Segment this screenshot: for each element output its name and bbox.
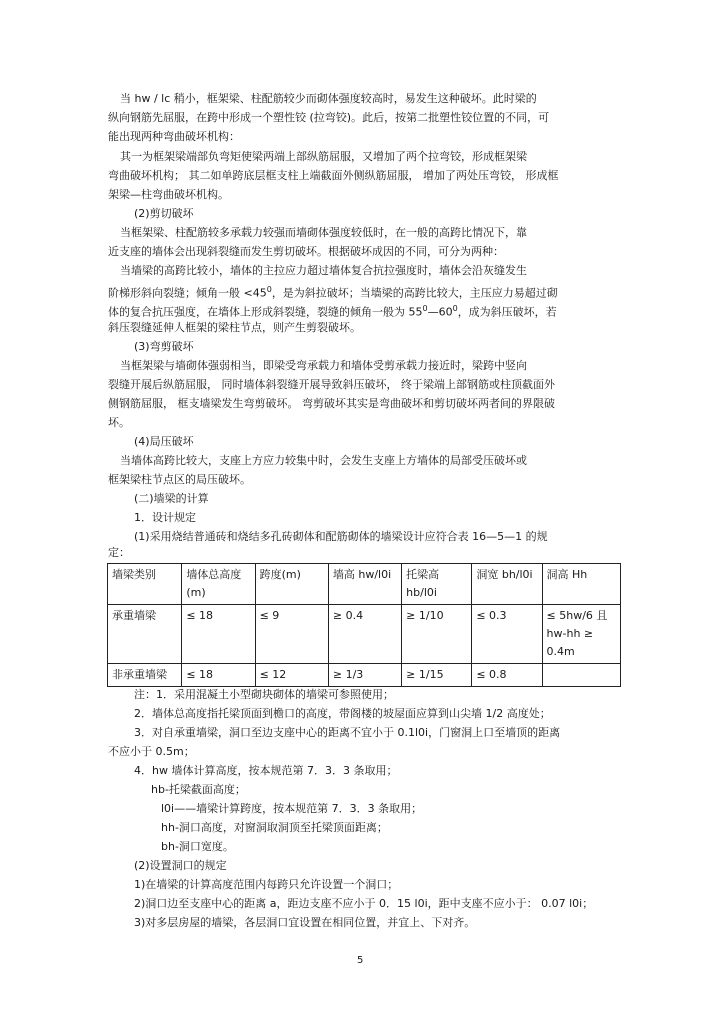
subsection-heading: 1．设计规定 [134, 511, 196, 524]
para-line: 当框架梁与墙砌体强弱相当，即梁受弯承载力和墙体受剪承载力接近时，梁跨中竖向 [120, 359, 527, 372]
para-line: (1)采用烧结普通砖和烧结多孔砖砌体和配筋砌体的墙梁设计应符合表 16—5—1 的规 [134, 530, 548, 543]
para-line: 弯曲破坏机构； 其二如单跨底层框支柱上端截面外侧纵筋屈服， 增加了两处压弯铰， 形成框 [108, 169, 559, 182]
table-row [108, 664, 621, 687]
wall-beam-table [107, 563, 621, 687]
table-cell: ≤ 0.8 [472, 664, 542, 687]
note-line: 不应小于 0.5m； [108, 745, 195, 758]
para-line: 纵向钢筋先屈服，在跨中形成一个塑性铰 (拉弯铰)。此后，按第二批塑性铰位置的不同，可 [108, 111, 550, 124]
table-cell: ≤ 12 [255, 664, 328, 687]
para-line: 当 hw / lc 稍小，框架梁、柱配筋较少而砌体强度较高时，易发生这种破坏。此时梁的 [120, 92, 537, 105]
table-cell [542, 664, 620, 687]
text-run: ，是为斜拉破坏；当墙梁的高跨比较大，主压应力易超过砌 [271, 286, 558, 300]
para-line: 架梁—柱弯曲破坏机构。 [108, 188, 229, 201]
table-header-cell: 洞宽 bh/l0i [472, 564, 542, 605]
table-header-cell: 墙体总高度(m) [182, 564, 255, 605]
table-cell: ≥ 1/10 [402, 605, 472, 664]
table-cell: ≥ 0.4 [328, 605, 401, 664]
para-line: 当墙体高跨比较大，支座上方应力较集中时，会发生支座上方墙体的局部受压破坏或 [120, 454, 527, 467]
degree-superscript: 0 [266, 285, 272, 294]
table-cell: ≤ 18 [182, 664, 255, 687]
table-header-cell: 墙高 hw/l0i [328, 564, 401, 605]
para-line: 其一为框架梁端部负弯矩使梁两端上部纵筋屈服，又增加了两个拉弯铰，形成框架梁 [120, 150, 527, 163]
para-line: 当墙梁的高跨比较小，墙体的主拉应力超过墙体复合抗拉强度时，墙体会沿灰缝发生 [120, 264, 527, 277]
note-line: 注：1．采用混凝土小型砌块砌体的墙梁可参照使用； [134, 688, 394, 701]
para-line [108, 302, 557, 320]
note-line: hb-托梁截面高度； [151, 783, 246, 796]
table-header-cell: 洞高 Hh [542, 564, 620, 605]
degree-superscript: 0 [422, 304, 428, 313]
subsection-heading: (2)设置洞口的规定 [134, 859, 227, 872]
para-line: 坏。 [108, 416, 130, 429]
para-line: 裂缝开展后纵筋屈服， 同时墙体斜裂缝开展导致斜压破坏， 终于梁端上部钢筋或柱顶截面外 [108, 378, 555, 391]
section-heading: (2)剪切破坏 [134, 207, 194, 220]
table-header-row [108, 564, 621, 605]
table-cell: ≤ 18 [182, 605, 255, 664]
table-cell: ≤ 9 [255, 605, 328, 664]
table-cell: 非承重墙梁 [108, 664, 182, 687]
note-line: 3．对自承重墙梁，洞口至边支座中心的距离不宜小于 0.1l0i，门窗洞上口至墙顶的距离 [134, 726, 561, 739]
table-cell: ≤ 0.3 [472, 605, 542, 664]
text-run: ，成为斜压破坏，若 [457, 305, 557, 319]
para-line: 定： [108, 546, 130, 559]
table-cell: 承重墙梁 [108, 605, 182, 664]
section-heading: (4)局压破坏 [134, 435, 194, 448]
table-cell: ≥ 1/15 [402, 664, 472, 687]
table-cell: ≤ 5hw/6 且 hw-hh ≥ 0.4m [542, 605, 620, 664]
note-line: l0i——墙梁计算跨度，按本规范第 7．3．3 条取用； [161, 802, 423, 815]
note-line: hh-洞口高度，对窗洞取洞顶至托梁顶面距离； [161, 821, 388, 834]
section-heading: (二)墙梁的计算 [134, 492, 209, 505]
text-run: —60 [427, 305, 453, 319]
para-line [108, 283, 558, 301]
table-header-cell: 跨度(m) [255, 564, 328, 605]
degree-superscript: 0 [452, 304, 458, 313]
note-line: bh-洞口宽度。 [161, 840, 234, 853]
para-line: 能出现两种弯曲破坏机构： [108, 130, 240, 143]
table-header-cell: 墙梁类别 [108, 564, 182, 605]
para-line: 近支座的墙体会出现斜裂缝而发生剪切破坏。根据破坏成因的不同，可分为两种： [108, 245, 504, 258]
para-line: 当框架梁、柱配筋较多承载力较强而墙砌体强度较低时，在一般的高跨比情况下，靠 [120, 226, 527, 239]
para-line: 3)对多层房屋的墙梁，各层洞口宜设置在相同位置，并宜上、下对齐。 [134, 916, 476, 929]
note-line: 4．hw 墙体计算高度，按本规范第 7．3．3 条取用； [134, 764, 398, 777]
table-cell: ≥ 1/3 [328, 664, 401, 687]
para-line: 框架梁柱节点区的局压破坏。 [108, 473, 251, 486]
note-line: 2．墙体总高度指托梁顶面到檐口的高度，带阁楼的坡屋面应算到山尖墙 1/2 高度处； [134, 707, 551, 720]
section-heading: (3)弯剪破坏 [134, 340, 194, 353]
para-line: 1)在墙梁的计算高度范围内每跨只允许设置一个洞口； [134, 878, 399, 891]
text-run: 阶梯形斜向裂缝；倾角一般 <45 [108, 286, 267, 300]
table-row [108, 605, 621, 664]
para-line: 侧钢筋屈服， 框支墙梁发生弯剪破坏。 弯剪破坏其实是弯曲破坏和剪切破坏两者间的界限破 [108, 397, 555, 410]
page-number: 5 [357, 955, 364, 966]
table-header-cell: 托梁高 hb/l0i [402, 564, 472, 605]
para-line: 2)洞口边至支座中心的距离 a，距边支座不应小于 0．15 l0i，距中支座不应小于： 0.07 l0i； [134, 897, 594, 910]
text-run: 体的复合抗压强度，在墙体上形成斜裂缝，裂缝的倾角一般为 55 [108, 305, 423, 319]
para-line: 斜压裂缝延伸人框架的梁柱节点，则产生剪裂破坏。 [108, 321, 361, 334]
